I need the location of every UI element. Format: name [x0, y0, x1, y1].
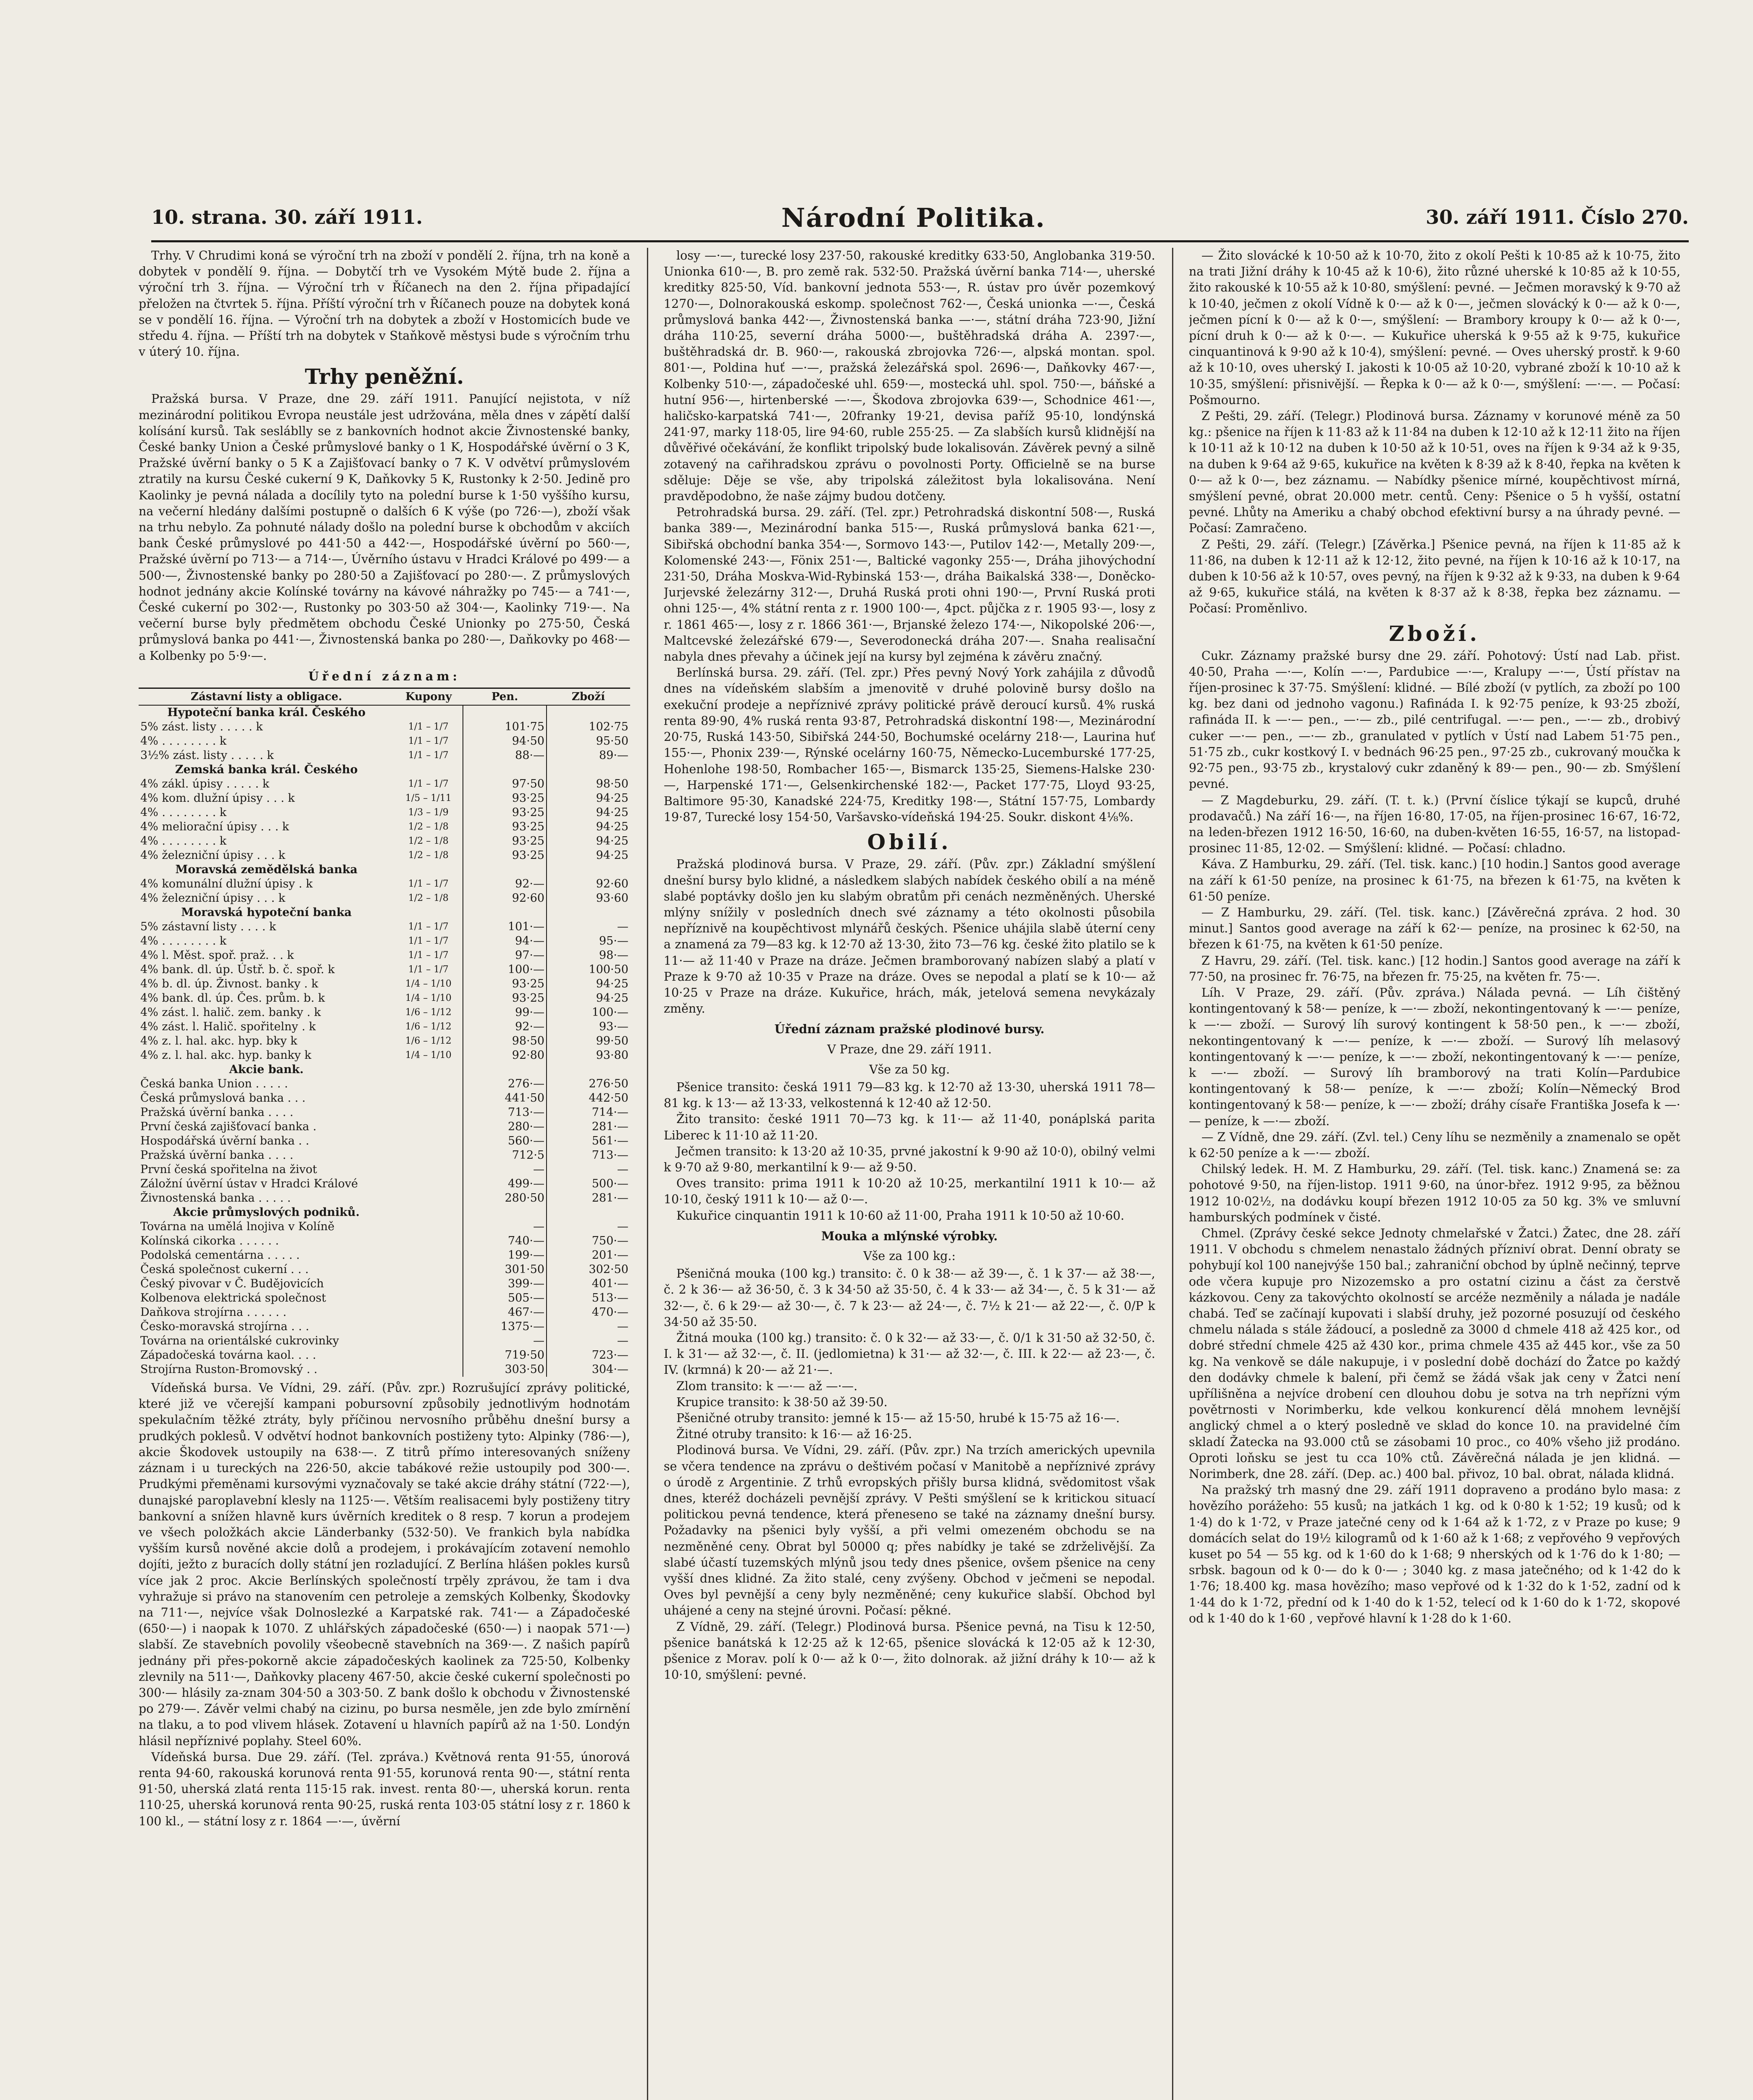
section-title-money-markets: Trhy peněžní.	[305, 364, 464, 389]
vienna-grain-continued-paragraph: — Žito slovácké k 10·50 až k 10·70, žito z okolí Pešti k 10·85 až k 10·75, žito na trati Jižní dráhy k 10·45 až k 10·6), žito různé uherské k 10·85 až k 10·55, žito rakouské k 10·55 až k 10·80, smýšlení: pevné. — Ječmen moravský k 9·70 až k 10·40, ječmen z okolí Vídně k 0·— až k 0·—, ječmen slovácký k 0·— až k 0·—, ječmen pícní k 0·— až k 0·—, smýšlení: — Brambory kroupy k 0·— až k 0·—, pícní druh k 0·— až k 0·—. — Kukuřice uherská k 9·55 až k 9·75, kukuřice cinquantinová k 9·90 až k 10·4), smýšlení: pevné. — Oves uherský prostř. k 9·60 až k 10·10, oves uherský I. jakosti k 10·05 až 10·20, vybrané zboží k 10·10 až k 10·35, smýšlení: přisnivější. — Řepka k 0·— až k 0·—, smýšlení: —·—. — Počasí: Pošmourno.	[1189, 249, 1680, 407]
coupon-dates	[394, 1305, 463, 1320]
price-money: —	[463, 1163, 547, 1177]
vienna-bourse-paragraph: Vídeňská bursa. Ve Vídni, 29. září. (Pův. zpr.) Rozrušující zprávy politické, které již ve včerejší kampani pobursovní způsobily jednotlivým hodnotám spekulačním těžké ztráty, byly příčinou nervosního průběhu dnešní bursy a prudkých poklesů. V odvětví hodnot bankovních postiženy tyto: Alpinky (786·—), akcie Škodovek ustoupily na 638·—. Z titrů přímo interesovaných sníženy záznam i u tureckých na 226·50, akcie tabákové režie ustoupily pod 300·—. Prudkými přeměnami kursovými vyznačovaly se také akcie dráhy státní (722·—), dunajské paroplavební klesly na 1125·—. Větším realisacemi byly postiženy titry bankovní a snížen hlavně kurs úvěrních kreditek o 8 resp. 7 korun a prodejem ve všech položkách akcie Länderbanky (532·50). Ve frankich byla nabídka vyšším kursů nověné akcie dolů a prodejem, i prokávajícím zotavení nemohlo dojíti, ježto z buracích dolly státní jen rozladující. Z Berlína hlášen pokles kursů více jak 2 proc. Akcie Berlínských společností trpěly zprávou, že tam i dva vyhražuje si právo na stanovením cen petroleje a zemských Kolbenky, Škodovky na 711·—, nejvíce však Dolnoslezké a Karpatské rak. 741·— a Západočeské (650·—) i naopak k 1070. Z uhlářských západočeské (650·—) i naopak 571·—) slabší. Ze stavebních povolily všeobecně stavebních na 369·—. Z našich papírů jednány při přes-pokorně akcie západočeských kaolinek za 725·50, Kolbenky zlevnily na 511·—, Daňkovky placeny 467·50, akcie české cukerní společnosti po 300·— hlásily za-znam 304·50 a 303·50. Z bank došlo k obchodu v Živnostenské po 279·—. Závěr velmi chabý na cizinu, po bursa nesměle, jen zde bylo zmírnění na tlaku, a to pod vlivem hlásek. Zotavení u hlavních papírů až na 1·50. Londýn hlásil nepříznivé poplahy. Steel 60%.	[139, 1381, 630, 1748]
price-goods: 281·—	[547, 1191, 630, 1205]
price-money: 98·50	[463, 1034, 547, 1048]
price-money: 94·50	[463, 734, 547, 748]
coupon-dates	[394, 1277, 463, 1291]
table-row	[139, 834, 630, 848]
table-row	[139, 863, 630, 877]
flour-section-title: Mouka a mlýnské výrobky.	[821, 1228, 998, 1243]
table-row	[139, 1220, 630, 1234]
price-goods: 99·50	[547, 1034, 630, 1048]
price-money	[463, 1063, 547, 1077]
price-goods: 93·60	[547, 891, 630, 906]
spirits-vienna-paragraph: — Z Vídně, dne 29. září. (Zvl. tel.) Ceny líhu se nezměnily a znamenalo se opět k 62·50 peníze a k —·— zboží.	[1189, 1130, 1680, 1160]
table-row	[139, 1105, 630, 1120]
table-row	[139, 906, 630, 920]
coupon-dates	[394, 1205, 463, 1220]
table-row	[139, 1348, 630, 1362]
table-row	[139, 1234, 630, 1248]
vienna-continued-paragraph: losy —·—, turecké losy 237·50, rakouské kreditky 633·50, Anglobanka 319·50. Unionka 610·—, B. pro země rak. 532·50. Pražská úvěrní banka 714·—, uherské kreditky 825·50, Víd. bankovní jednota 553·—, R. ústav pro úvěr pozemkový 1270·—, Dolnorakouská eskomp. společnost 762·—, Česká unionka —·—, Česká průmyslová banka 442·—, Živnostenská banka —·—, státní dráha 723·90, Jižní dráha 110·25, severní dráha 5000·—, buštěhradská dráha A. 2397·—, buštěhradská dr. B. 960·—, rakouská zbrojovka 726·—, alpská montan. spol. 801·—, Poldina huť —·—, pražská železářská spol. 2696·—, Daňkovky 467·—, Kolbenky 510·—, západočeské uhl. 659·—, mostecká uhl. spol. 750·—, báňské a hutní 956·—, hirtenberské —·—, Škodova zbrojovka 639·—, Schodnice 461·—, haličsko-karpatská 741·—, 20franky 19·21, devisa paříž 95·10, londýnská 241·97, marky 118·05, lire 94·60, ruble 255·25. — Za slabších kursů klidnější na důvěřivé očekávání, že konflikt tripolský bude lokalisován. Závěrek pevný a silně zotavený na cařihradskou zprávu o povolnosti Porty. Officielně se na burse sděluje: Děje se vše, aby tripolská záležitost byla lokalisována. Není pravděpodobno, že naše zájmy budou dotčeny.	[664, 249, 1155, 504]
security-name: 4% komunální dlužní úpisy . k	[140, 877, 313, 891]
price-goods: 94·25	[547, 820, 630, 834]
security-name: Továrna na umělá lnojiva v Kolíně	[140, 1220, 335, 1234]
table-row	[139, 848, 630, 863]
table-row	[139, 1177, 630, 1191]
security-name: 4% bank. dl. úp. Ústř. b. č. spoř. k	[140, 963, 335, 976]
table-row	[139, 1263, 630, 1277]
coupon-dates: 1/1 – 1/7	[408, 736, 449, 747]
price-goods: 100·50	[547, 963, 630, 977]
price-goods: —	[547, 1320, 630, 1334]
price-goods: 94·25	[547, 791, 630, 806]
coupon-dates	[394, 1177, 463, 1191]
price-money: 92·80	[463, 1048, 547, 1063]
column-3	[1189, 248, 1680, 2100]
wheat-quote: Pšenice transito: česká 1911 79—83 kg. k 12·70 až 13·30, uherská 1911 78—81 kg. k 13·— až 13·33, velkostenná k 12·40 až 12·50.	[664, 1080, 1155, 1110]
page-header	[151, 197, 1689, 235]
price-money: —	[463, 1334, 547, 1348]
price-goods: 513·—	[547, 1291, 630, 1305]
price-money: 92·60	[463, 891, 547, 906]
coupon-dates	[394, 1263, 463, 1277]
price-money: —	[463, 1220, 547, 1234]
security-name: Moravská hypoteční banka	[181, 906, 352, 919]
header-issue-number: 30. září 1911. Číslo 270.	[1426, 206, 1689, 228]
coupon-dates	[394, 1134, 463, 1148]
coupon-dates: 1/4 – 1/10	[405, 1050, 452, 1061]
price-goods	[547, 906, 630, 920]
chile-saltpetre-paragraph: Chilský ledek. H. M. Z Hamburku, 29. září. (Tel. tisk. kanc.) Znamená se: za pohotové 9·50, na říjen-listop. 1911 9·60, na únor-břez. 1912 9·95, za běžnou 1912 10·02½, na dodávku koupí březen 1912 10·05 za 50 kg. 3% ve smluvní hamburských podmínek v čisté.	[1189, 1162, 1680, 1224]
table-row	[139, 734, 630, 748]
table-row	[139, 791, 630, 806]
table-row	[139, 705, 630, 720]
table-row	[139, 1277, 630, 1291]
table-row	[139, 934, 630, 948]
price-money: 97·—	[463, 948, 547, 963]
price-goods: 102·75	[547, 720, 630, 734]
price-money: 93·25	[463, 991, 547, 1005]
security-name: Moravská zemědělská banka	[175, 863, 358, 877]
column-divider	[647, 248, 648, 2100]
price-goods: 304·—	[547, 1362, 630, 1377]
price-goods: 98·50	[547, 777, 630, 791]
table-body	[139, 705, 630, 1377]
security-name: 5% zástavní listy . . . . k	[140, 920, 276, 934]
price-goods: 281·—	[547, 1120, 630, 1134]
coupon-dates: 1/2 – 1/8	[408, 822, 449, 832]
price-goods: 723·—	[547, 1348, 630, 1362]
coupon-dates: 1/6 – 1/12	[405, 1007, 452, 1018]
coupon-dates	[394, 1348, 463, 1362]
coupon-dates: 1/3 – 1/9	[408, 807, 449, 818]
price-goods: 92·60	[547, 877, 630, 891]
meat-market-paragraph: Na pražský trh masný dne 29. září 1911 dopraveno a prodáno bylo masa: z hovězího porážeho: 55 kusů; na jatkách 1 kg. od k 0·80 k 1·52; 19 kusů; od k 1·4) do k 1·72, v Praze jatečné ceny od k 1·64 až k 1·72, z v Praze po kuse; 9 domácích selat do 19½ kilogramů od k 1·60 až k 1·68; z vepřového 9 vepřových kuset po 54 — 55 kg. od k 1·60 do k 1·68; 9 nherských od k 1·76 do k 1·80; — srbsk. bagoun od k 0·— do k 0·— ; 3040 kg. z masa jatečného; od k 1·42 do k 1·76; 18.400 kg. masa hovězího; maso vepřové od k 1·32 do k 1·52, zadní od k 1·44 do k 1·72, přední od k 1·40 do k 1·52, telecí od k 1·60 do k 1·72, skopové od k 1·40 do k 1·60 , vepřové hlavní k 1·28 do k 1·60.	[1189, 1483, 1680, 1625]
price-money: 276·—	[463, 1077, 547, 1091]
price-goods: 94·25	[547, 848, 630, 863]
price-goods: —	[547, 920, 630, 934]
securities-table	[139, 688, 630, 1377]
table-row	[139, 1048, 630, 1063]
price-money: 280·50	[463, 1191, 547, 1205]
price-money	[463, 1205, 547, 1220]
price-goods	[547, 763, 630, 777]
price-goods: —	[547, 1163, 630, 1177]
table-row	[139, 991, 630, 1005]
flour-section-unit: Vše za 100 kg.:	[863, 1249, 956, 1263]
coupon-dates	[394, 763, 463, 777]
coupon-dates: 1/2 – 1/8	[408, 836, 449, 847]
coupon-dates: 1/4 – 1/10	[405, 993, 452, 1004]
table-row	[139, 1334, 630, 1348]
security-name: Podolská cementárna . . . . .	[140, 1249, 300, 1262]
price-money: 93·25	[463, 977, 547, 991]
table-row	[139, 920, 630, 934]
security-name: 4% . . . . . . . . k	[140, 934, 227, 948]
price-money: 199·—	[463, 1248, 547, 1263]
table-row	[139, 820, 630, 834]
price-goods: 93·—	[547, 1020, 630, 1034]
price-money: 93·25	[463, 791, 547, 806]
price-goods	[547, 705, 630, 720]
price-money: 93·25	[463, 820, 547, 834]
security-name: První česká zajišťovací banka .	[140, 1120, 317, 1134]
security-name: Daňkova strojírna . . . . . .	[140, 1306, 286, 1319]
security-name: 4% l. Měst. spoř. praž. . . k	[140, 949, 294, 962]
header-rule	[151, 240, 1689, 242]
table-row	[139, 977, 630, 991]
coupon-dates	[394, 705, 463, 720]
table-row	[139, 1020, 630, 1034]
price-money: 99·—	[463, 1005, 547, 1020]
price-goods: 500·—	[547, 1177, 630, 1191]
security-name: Hypoteční banka král. Českého	[167, 706, 366, 719]
pest-closing-paragraph: Z Pešti, 29. září. (Telegr.) [Závěrka.] Pšenice pevná, na říjen k 11·85 až k 11·86, na duben k 12·11 až k 12·12, žito pevné, na říjen k 10·16 až k 10·17, na duben k 10·56 až k 10·57, oves pevný, na říjen k 9·32 až k 9·33, na duben k 9·64 až 9·65, kukuřice stálá, na květen k 8·37 až k 8·38, řepka bez záznamu. — Počasí: Proměnlivo.	[1189, 537, 1680, 616]
price-money	[463, 863, 547, 877]
coupon-dates: 1/1 – 1/7	[408, 936, 449, 947]
table-row	[139, 891, 630, 906]
price-goods: —	[547, 1220, 630, 1234]
table-row	[139, 1077, 630, 1091]
security-name: Hospodářská úvěrní banka . .	[140, 1134, 310, 1148]
security-name: 4% železniční úpisy . . . k	[140, 892, 286, 905]
security-name: Kolínská cikorka . . . . . .	[140, 1234, 279, 1248]
security-name: 4% meliorační úpisy . . . k	[140, 820, 289, 834]
security-name: 4% . . . . . . . . k	[140, 835, 227, 848]
coupon-dates: 1/1 – 1/7	[408, 722, 449, 732]
section-title-grain: Obilí.	[867, 830, 952, 855]
coupon-dates: 1/2 – 1/8	[408, 893, 449, 904]
table-row	[139, 1148, 630, 1163]
price-goods: 94·25	[547, 834, 630, 848]
oats-quote: Oves transito: prima 1911 k 10·20 až 10·25, merkantilní 1911 k 10·— až 10·10, český 1911 k 10·— až 0·—.	[664, 1176, 1155, 1207]
table-row	[139, 763, 630, 777]
table-row	[139, 963, 630, 977]
price-money: 1375·—	[463, 1320, 547, 1334]
security-name: Továrna na orientálské cukrovinky	[140, 1334, 339, 1348]
table-row	[139, 877, 630, 891]
column-divider	[1172, 248, 1173, 2100]
price-goods	[547, 863, 630, 877]
security-name: 4% zást. l. Halič. spořitelny . k	[140, 1020, 316, 1034]
coupon-dates	[394, 863, 463, 877]
security-name: Pražská úvěrní banka . . . .	[140, 1106, 294, 1119]
security-name: 4% b. dl. úp. Živnost. banky . k	[140, 977, 318, 991]
spirits-paragraph: Líh. V Praze, 29. září. (Pův. zpráva.) Nálada pevná. — Líh čištěný kontingentovaný k 58·— peníze, k —·— zboží, nekontingentovaný k —·— peníze, k —·— zboží. — Surový líh surový kontingent k 58·50 pen., k —·— zboží, nekontingentovaný k —·— peníze, k —·— zboží. — Surový líh melasový kontingentovaný k —·— peníze, k —·— zboží, nekontingentovaný k —·— peníze, k —·— zboží. — Surový líh bramborový na trati Kolín—Pardubice kontingentovaný k 58·— peníze, k —·— zboží; Kolín—Německý Brod kontingentovaný k 58·— peníze, k —·— zboží; dráhy císaře Františka Josefa k —·— peníze, k —·— zboží.	[1189, 985, 1680, 1128]
table-row	[139, 777, 630, 791]
table-header-securities: Zástavní listy a obligace.	[139, 688, 394, 706]
security-name: 4% zást. l. halič. zem. banky . k	[140, 1006, 321, 1019]
price-goods: 98·—	[547, 948, 630, 963]
price-money: 713·—	[463, 1105, 547, 1120]
price-money: 740·—	[463, 1234, 547, 1248]
semolina-quote: Krupice transito: k 38·50 až 39·50.	[676, 1395, 888, 1409]
coupon-dates: 1/6 – 1/12	[405, 1036, 452, 1047]
price-goods: 470·—	[547, 1305, 630, 1320]
security-name: 4% kom. dlužní úpisy . . . k	[140, 792, 295, 805]
produce-record-unit: Vše za 50 kg.	[869, 1062, 950, 1076]
security-name: Zemská banka král. Českého	[175, 763, 358, 777]
price-money: 88·—	[463, 748, 547, 763]
security-name: Český pivovar v Č. Budějovicích	[140, 1277, 324, 1291]
column-2	[664, 248, 1155, 2100]
header-page-date: 10. strana. 30. září 1911.	[151, 206, 423, 228]
security-name: Západočeská továrna kaol. . . .	[140, 1349, 316, 1362]
coupon-dates	[394, 1063, 463, 1077]
security-name: 4% z. l. hal. akc. hyp. banky k	[140, 1049, 312, 1062]
coupon-dates: 1/1 – 1/7	[408, 779, 449, 790]
table-row	[139, 1063, 630, 1077]
security-name: Česko-moravská strojírna . . .	[140, 1320, 310, 1334]
coupon-dates	[394, 1148, 463, 1163]
table-row	[139, 1362, 630, 1377]
produce-record-date: V Praze, dne 29. září 1911.	[827, 1042, 992, 1056]
security-name: Strojírna Ruston-Bromovský . .	[140, 1363, 318, 1376]
table-row	[139, 1034, 630, 1048]
price-goods: 94·25	[547, 977, 630, 991]
coupon-dates: 1/5 – 1/11	[405, 793, 452, 804]
price-money: 94·—	[463, 934, 547, 948]
price-money: 92·—	[463, 877, 547, 891]
coupon-dates	[394, 1191, 463, 1205]
price-goods: 302·50	[547, 1263, 630, 1277]
coupon-dates	[394, 1248, 463, 1263]
coupon-dates	[394, 1334, 463, 1348]
table-header-row	[139, 688, 630, 706]
coupon-dates	[394, 1291, 463, 1305]
price-money: 93·25	[463, 848, 547, 863]
broken-grain-quote: Zlom transito: k —·— až —·—.	[676, 1379, 858, 1393]
price-money	[463, 763, 547, 777]
table-row	[139, 1091, 630, 1105]
table-row	[139, 1163, 630, 1177]
price-goods: 94·25	[547, 991, 630, 1005]
price-money: 499·—	[463, 1177, 547, 1191]
security-name: 3½% zást. listy . . . . . k	[140, 749, 274, 762]
security-name: 4% . . . . . . . . k	[140, 735, 227, 748]
security-name: Česká banka Union . . . . .	[140, 1077, 288, 1091]
price-money: 93·25	[463, 806, 547, 820]
rye-quote: Žito transito: české 1911 70—73 kg. k 11·— až 11·40, ponáplská parita Liberec k 11·10 až 11·20.	[664, 1112, 1155, 1142]
price-money: 280·—	[463, 1120, 547, 1134]
price-goods: 276·50	[547, 1077, 630, 1091]
table-row	[139, 948, 630, 963]
price-money: 303·50	[463, 1362, 547, 1377]
coupon-dates: 1/1 – 1/7	[408, 921, 449, 932]
price-goods: 561·—	[547, 1134, 630, 1148]
table-row	[139, 1291, 630, 1305]
rye-flour-quote: Žitná mouka (100 kg.) transito: č. 0 k 32·— až 33·—, č. 0/1 k 31·50 až 32·50, č. I. k 31·— až 32·—, č. II. (jedlomietna) k 31·— až 32·—, č. III. k 22·— až 23·—, č. IV. (krmná) k 20·— až 21·—.	[664, 1331, 1155, 1377]
table-row	[139, 806, 630, 820]
hops-paragraph: Chmel. (Zprávy české sekce Jednoty chmelařské v Žatci.) Žatec, dne 28. září 1911. V obchodu s chmelem nenastalo žádných přízniví obrat. Denní obraty se pohybují kol 100 nanejvýše 150 bal.; zahraniční obchod by úplně nečinný, teprve ode včera kupuje pro Nizozemsko a pro ostatní cizinu a část za čerstvě kázkovou. Ceny za takovýchto okolností se arcéže nezměnily a nálada je nadále chabá. Teď se začínají kupovati i slabší druhy, jež pozorné posuzují od českého chmelu nálada s stále žádoucí, a posledně za 3000 d chmele 418 až 425 kor., od dobré střední chmele 425 až 430 kor., prima chmele 435 až 445 kor., vše za 50 kg. Na venkově se dále nakupuje, i v poslední době dochází do Žatce po každý den dodávky chmele k balení, při čemž se žádá však jak ceny v Žatci není upřílišněna a nejvíce drobení cen dlouhou dobu je sotva na trh nepřízni vým povětrnosti v Norimberku, kde velkou konkurencí dělá mnohem levnější anglický chmel a o který posledně ve sklad do konce 10. na pravidelné čím skladí Žatecka na 93.000 ctů se zásobami 10 proc., co 40% všeho již prodáno. Oproti loňsku se jest tu cca 10% ctů. Závěrečná nálada je jen klidná. — Norimberk, dne 28. září. (Dep. ac.) 400 bal. přivoz, 10 bal. obrat, nálada klidná.	[1189, 1226, 1680, 1481]
maize-quote: Kukuřice cinquantin 1911 k 10·60 až 11·00, Praha 1911 k 10·50 až 10·60.	[676, 1208, 1125, 1223]
coupon-dates: 1/1 – 1/7	[408, 750, 449, 761]
sugar-paragraph: Cukr. Záznamy pražské bursy dne 29. září. Pohotový: Ústí nad Lab. přist. 40·50, Praha —·—, Kolín —·—, Pardubice —·—, Kralupy —·—, Ústí přístav na říjen-prosinec k 37·75. Smýšlení: klidné. — Bílé zboží (v pytlích, za zboží po 100 kg. bez dani od jednoho vagonu.) Rafináda I. k 92·75 peníze, k 93·25 zboží, rafináda II. k —·— pen., —·— zb., pilé centrifugal. —·— pen., —·— zb., drobivý cuker —·— pen., —·— zb., granulated v pytlích v Ústí nad Labem 51·75 pen., 51·75 zb., cukr kostkový I. v bednách 96·25 pen., 97·25 zb., cukrovaný moučka k 92·75 pen., 93·75 zb., krystalový cukr zdaněný k 89·— pen., 90·— zb. Smýšlení pevné.	[1189, 648, 1680, 791]
wheat-bran-quote: Pšeničné otruby transito: jemné k 15·— až 15·50, hrubé k 15·75 až 16·—.	[676, 1411, 1120, 1425]
price-money: 712·5	[463, 1148, 547, 1163]
table-row	[139, 1305, 630, 1320]
coupon-dates: 1/1 – 1/7	[408, 950, 449, 961]
security-name: 4% železniční úpisy . . . k	[140, 849, 286, 862]
berlin-bourse-paragraph: Berlínská bursa. 29. září. (Tel. zpr.) Přes pevný Nový York zahájila z důvodů dnes na vídeňském slabším a jmenovitě v druhé polovině bursy došlo na exekuční prodeje a nepříznivé zprávy politické právě deroucí kursů. 4% ruská renta 89·90, 4% ruská renta 93·87, Petrohradská diskontní 198·—, Mezinárodní 20·75, Ruská 143·50, Sibiřská 244·50, Bochumské ocelárny 218·—, Laurina huť 155·—, Phonix 239·—, Rýnské ocelárny 160·75, Německo-Lucemburské 177·25, Hohenlohe 198·50, Rombacher 165·—, Bismarck 135·25, Siemens-Halske 230·—, Harpenské 171·—, Gelsenkirchenské 182·—, Packet 177·75, Lloyd 93·25, Baltimore 95·30, Kanadské 224·75, Kreditky 198·—, Státní 157·75, Lombardy 19·87, Turecké losy 154·50, Varšavsko-vídeňská 194·25. Soukr. diskont 4⅛%.	[664, 666, 1155, 824]
security-name: Akcie průmyslových podniků.	[173, 1206, 360, 1219]
coupon-dates	[394, 1091, 463, 1105]
price-money: 399·—	[463, 1277, 547, 1291]
coupon-dates: 1/1 – 1/7	[408, 964, 449, 975]
prague-bourse-paragraph: Pražská bursa. V Praze, dne 29. září 1911. Panující nejistota, v níž mezinárodní politikou Evropa neustále jest udržována, měla dnes v zápětí další kolísání kursů. Tak sesláblly se z bankovních hodnot akcie Živnostenské banky, České banky Union a České průmyslové banky o 1 K, Hospodářské úvěrní o 3 K, Pražské úvěrní banky o 5 K a Zajišťovací banky o 7 K. V odvětví průmyslovém ztratily na kursu České cukerní 9 K, Daňkovky 5 K, Rustonky k 2·50. Jedině pro Kaolinky je pevná nálada a docílily tyto na polední burse k 1·50 vyššího kursu, na večerní hledány dalšími postupně o dalších 6 K výše (po 726·—), zboží však na trhu nebylo. Za pohnuté nálady došlo na polední burse k obchodům v akciích bank České průmyslové po 441·50 a 442·—, Hospodářské úvěrní po 560·—, Pražské úvěrní po 713·— a 714·—, Úvěrního ústavu v Hradci Králové po 499·— a 500·—, Živnostenské banky po 280·50 a Zajišťovací po 280·—. Z průmyslových hodnot jednány akcie Kolínské továrny na kávové náhražky po 745·— a 741·—, České cukerní po 302·—, Rustonky po 303·50 až 304·—, Kaolinky 719·—. Na večerní burse byly předmětem obchodu České Unionky po 275·50, Česká průmyslová banka po 441·—, Živnostenská banka po 280·—, Daňkovky po 468·— a Kolbenky po 5·9·—.	[139, 392, 630, 663]
price-money: 301·50	[463, 1263, 547, 1277]
security-name: První česká spořitelna na život	[140, 1163, 317, 1176]
column-1	[139, 248, 630, 2100]
coupon-dates	[394, 1120, 463, 1134]
table-header-money: Pen.	[463, 688, 547, 706]
barley-quote: Ječmen transito: k 13·20 až 10·35, prvné jakostní k 9·90 až 10·0), obilný velmi k 9·70 až 9·80, merkantilní k 9·— až 9·50.	[664, 1144, 1155, 1174]
coupon-dates: 1/6 – 1/12	[405, 1021, 452, 1032]
pest-produce-paragraph: Z Pešti, 29. září. (Telegr.) Plodinová bursa. Záznamy v korunové méně za 50 kg.: pšenice na říjen k 11·83 až k 11·84 na duben k 12·10 až k 12·11 žito na říjen k 10·11 až k 10·12 na duben k 10·50 až k 10·51, oves na říjen k 9·34 až k 9·35, na duben k 9·64 až 9·65, kukuřice na květen k 8·39 až k 8·40, řepka na květen k 0·— až k 0·—, bez záznamu. — Nabídky pšenice mírné, koupěchtivost mírná, smýšlení pevné, obrat 20.000 metr. centů. Ceny: Pšenice o 5 h vyšší, ostatní pevné. Lhůty na Ameriku a chabý obchod efektivní bursy a na úhrady pevné. — Počasí: Zamračeno.	[1189, 409, 1680, 536]
price-goods: 401·—	[547, 1277, 630, 1291]
price-money: 560·—	[463, 1134, 547, 1148]
rye-bran-quote: Žitné otruby transito: k 16·— až 16·25.	[676, 1427, 912, 1441]
security-name: Kolbenova elektrická společnost	[140, 1292, 326, 1305]
masthead-title: Národní Politika.	[781, 202, 1046, 233]
coupon-dates	[394, 1220, 463, 1234]
table-row	[139, 1120, 630, 1134]
coupon-dates	[394, 1234, 463, 1248]
price-goods: 100·—	[547, 1005, 630, 1020]
wheat-flour-quote: Pšeničná mouka (100 kg.) transito: č. 0 k 38·— až 39·—, č. 1 k 37·— až 38·—, č. 2 k 36·— až 36·50, č. 3 k 34·50 až 35·50, č. 4 k 33·— až 34·—, č. 5 k 31·— až 32·—, č. 6 k 29·— až 30·—, č. 7 k 23·— až 24·—, č. 7½ k 21·— až 22·—, č. 0/P k 34·50 až 35·50.	[664, 1267, 1155, 1329]
coffee-havre-paragraph: Z Havru, 29. září. (Tel. tisk. kanc.) [12 hodin.] Santos good average na září k 77·50, na prosinec fr. 76·75, na březen fr. 75·25, na květen fr. 75·—.	[1189, 953, 1680, 984]
price-goods	[547, 1205, 630, 1220]
magdeburg-sugar-paragraph: — Z Magdeburku, 29. září. (T. t. k.) (První číslice týkají se kupců, druhé prodavačů.) Na září 16·—, na říjen 16·80, 17·05, na říjen-prosinec 16·67, 16·72, na leden-březen 1912 16·50, 16·60, na duben-květen 16·55, 16·57, na listopad-prosinec 11·85, 12·02. — Smýšlení: klidné. — Počasí: chladno.	[1189, 793, 1680, 856]
table-row	[139, 720, 630, 734]
vienna-produce-bourse-paragraph: Plodinová bursa. Ve Vídni, 29. září. (Pův. zpr.) Na trzích amerických upevnila se včera tendence na zprávu o deštivém počasí v Manitobě a nepříznivé zprávy o úrodě z Argentinie. Z trhů evropských přišly bursa klidná, svědomitost však dnes, kteréž docházeli pevnější zprávy. V Pešti smýšlení se k kritickou situací politickou pevná tendence, která přeneseno se také na záznamy dnešní bursy. Požadavky na pšenici byly vyšší, a při velmi omezeném obchodu se na nezměněné ceny. Obrat byl 50000 q; přes nabídky je také se zdrželivější. Za slabé účastí tuzemských mlýnů jsou tedy dnes pšenice, ovšem pšenice na ceny vyšší dnes klidné. Za žito stalé, ceny zvýšeny. Obchod v ječmeni se nepodal. Oves byl pevnější a ceny byly nezměněné; ceny kukuřice slabší. Obchod byl uhájené a ceny na stejné úrovni. Počasí: pěkné.	[664, 1443, 1155, 1618]
prague-produce-bourse-paragraph: Pražská plodinová bursa. V Praze, 29. září. (Pův. zpr.) Základní smýšlení dnešní bursy bylo klidné, a následkem slabých nabídek českého obilí a na méně slabé poptávky došlo jen ku slabým obratům při cenách nezměněných. Uherské mlýny snížily v posledních dnech své záznamy a této okolnosti působila nepříznivě na koupěchtivost mlynářů českých. Pšenice uhájila slabě úterní ceny a znamená za 79—83 kg. k 12·70 až 13·30, žito 73—76 kg. české žito platilo se k 11·— až 11·40 v Praze na dráze. Ječmen bramborovaný nabízen slabý a platí v Praze k 9·70 až 10·35 v Praze na dráze. Oves se nepodal a platí se k 10·— až 10·25 v Praze na dráze. Kukuřice, hrách, mák, jetelová semena nevykázaly změny.	[664, 857, 1155, 1016]
price-goods: 89·—	[547, 748, 630, 763]
security-name: 4% z. l. hal. akc. hyp. bky k	[140, 1034, 297, 1048]
section-title-goods: Zboží.	[1389, 621, 1480, 646]
coffee-hamburg-closing-paragraph: — Z Hamburku, 29. září. (Tel. tisk. kanc.) [Závěrečná zpráva. 2 hod. 30 minut.] Santos good average na září k 62·— peníze, na prosinec k 62·50, na březen k 61·75, na květen k 61·50 peníze.	[1189, 905, 1680, 952]
coupon-dates	[394, 1362, 463, 1377]
official-record-title: Úřední záznam:	[308, 669, 461, 683]
price-goods: 713·—	[547, 1148, 630, 1163]
table-row	[139, 1248, 630, 1263]
table-row	[139, 1005, 630, 1020]
price-goods: 95·—	[547, 934, 630, 948]
coupon-dates	[394, 1077, 463, 1091]
security-name: Živnostenská banka . . . . .	[140, 1192, 291, 1205]
coupon-dates: 1/2 – 1/8	[408, 850, 449, 861]
price-money	[463, 705, 547, 720]
price-goods: 95·50	[547, 734, 630, 748]
coffee-hamburg-paragraph: Káva. Z Hamburku, 29. září. (Tel. tisk. kanc.) [10 hodin.] Santos good average na září k 61·50 peníze, na prosinec k 61·75, na březen k 61·75, na květen k 61·50 peníze.	[1189, 857, 1680, 903]
security-name: Česká společnost cukerní . . .	[140, 1263, 309, 1276]
price-goods	[547, 1063, 630, 1077]
price-money: 92·—	[463, 1020, 547, 1034]
price-goods: 93·80	[547, 1048, 630, 1063]
table-header-coupons: Kupony	[394, 688, 463, 706]
price-money: 441·50	[463, 1091, 547, 1105]
table-header-goods: Zboží	[547, 688, 630, 706]
table-row	[139, 1191, 630, 1205]
price-money: 719·50	[463, 1348, 547, 1362]
coupon-dates	[394, 906, 463, 920]
security-name: 4% zákl. úpisy . . . . . k	[140, 777, 270, 791]
table-row	[139, 1205, 630, 1220]
security-name: 4% . . . . . . . . k	[140, 806, 227, 819]
vienna-bourse-telegram-paragraph: Vídeňská bursa. Due 29. září. (Tel. zpráva.) Květnová renta 91·55, únorová renta 94·60, rakouská korunová renta 91·55, korunová renta 90·—, státní renta 91·50, uherská zlatá renta 115·15 rak. invest. renta 80·—, uherská korun. renta 110·25, uherská korunová renta 90·25, ruská renta 103·05 státní losy z r. 1860 k 100 kl., — státní losy z r. 1864 —·—, úvěrní	[139, 1750, 630, 1828]
price-money: 93·25	[463, 834, 547, 848]
price-money: 97·50	[463, 777, 547, 791]
price-goods: —	[547, 1334, 630, 1348]
coupon-dates	[394, 1320, 463, 1334]
security-name: Pražská úvěrní banka . . . .	[140, 1149, 294, 1162]
security-name: 4% bank. dl. úp. Čes. prům. b. k	[140, 992, 325, 1005]
table-row	[139, 1134, 630, 1148]
price-money: 101·75	[463, 720, 547, 734]
vienna-produce-telegram-paragraph: Z Vídně, 29. září. (Telegr.) Plodinová bursa. Pšenice pevná, na Tisu k 12·50, pšenice banátská k 12·25 až k 12·65, pšenice slovácká k 12·05 až k 12·30, pšenice z Morav. polí k 0·— až k 0·—, žito dolnorak. až jižní dráhy k 10·— až k 10·10, smýšlení: pevné.	[664, 1620, 1155, 1682]
table-row	[139, 748, 630, 763]
price-money: 101·—	[463, 920, 547, 934]
coupon-dates	[394, 1105, 463, 1120]
security-name: Česká průmyslová banka . . .	[140, 1092, 306, 1105]
price-money: 505·—	[463, 1291, 547, 1305]
security-name: Akcie bank.	[229, 1063, 304, 1076]
markets-paragraph: Trhy. V Chrudimi koná se výroční trh na zboží v pondělí 2. října, trh na koně a dobytek v pondělí 9. října. — Dobytčí trh ve Vysokém Mýtě bude 2. října a výroční trh 3. října. — Výroční trh v Říčanech na den 2. října připadající přeložen na čtvrtek 5. října. Příští výroční trh v Říčanech pouze na dobytek koná se v pondělí 16. října. — Výroční trh na dobytek a zboží v Hostomicích bude ve středu 4. října. — Příští trh na dobytek v Staňkově městysi bude s výročním trhu v úterý 10. října.	[139, 249, 630, 359]
price-money: 467·—	[463, 1305, 547, 1320]
price-goods: 201·—	[547, 1248, 630, 1263]
price-money	[463, 906, 547, 920]
produce-record-title: Úřední záznam pražské plodinové bursy.	[774, 1022, 1045, 1037]
price-goods: 442·50	[547, 1091, 630, 1105]
coupon-dates	[394, 1163, 463, 1177]
coupon-dates: 1/1 – 1/7	[408, 879, 449, 890]
petersburg-bourse-paragraph: Petrohradská bursa. 29. září. (Tel. zpr.) Petrohradská diskontní 508·—, Ruská banka 389·—, Mezinárodní banka 515·—, Ruská průmyslová banka 621·—, Sibiřská obchodní banka 354·—, Sormovo 143·—, Putilov 142·—, Metally 209·—, Kolomenské 243·—, Fönix 251·—, Baltické vagonky 255·—, Dráha jihovýchodní 231·50, Dráha Moskva-Wid-Rybinská 153·—, dráha Baikalská 338·—, Doněcko-Jurjevské železárny 312·—, Druhá Ruská proti ohni 190·—, První Ruská proti ohni 125·—, 4% státní renta z r. 1900 100·—, 4pct. půjčka z r. 1905 93·—, losy z r. 1861 465·—, losy z r. 1866 361·—, Brjanské železo 174·—, Nikopolské 206·—, Maltcevské železářské 679·—, Severodonecká dráha 207·—. Snaha realisační nabyla dnes převahy a účinek její na kursy byl zejména k závěru značný.	[664, 505, 1155, 664]
security-name: Záložní úvěrní ústav v Hradci Králové	[140, 1177, 358, 1191]
price-goods: 714·—	[547, 1105, 630, 1120]
price-goods: 750·—	[547, 1234, 630, 1248]
coupon-dates: 1/4 – 1/10	[405, 979, 452, 990]
security-name: 5% zást. listy . . . . . k	[140, 720, 263, 734]
price-money: 100·—	[463, 963, 547, 977]
price-goods: 94·25	[547, 806, 630, 820]
table-row	[139, 1320, 630, 1334]
